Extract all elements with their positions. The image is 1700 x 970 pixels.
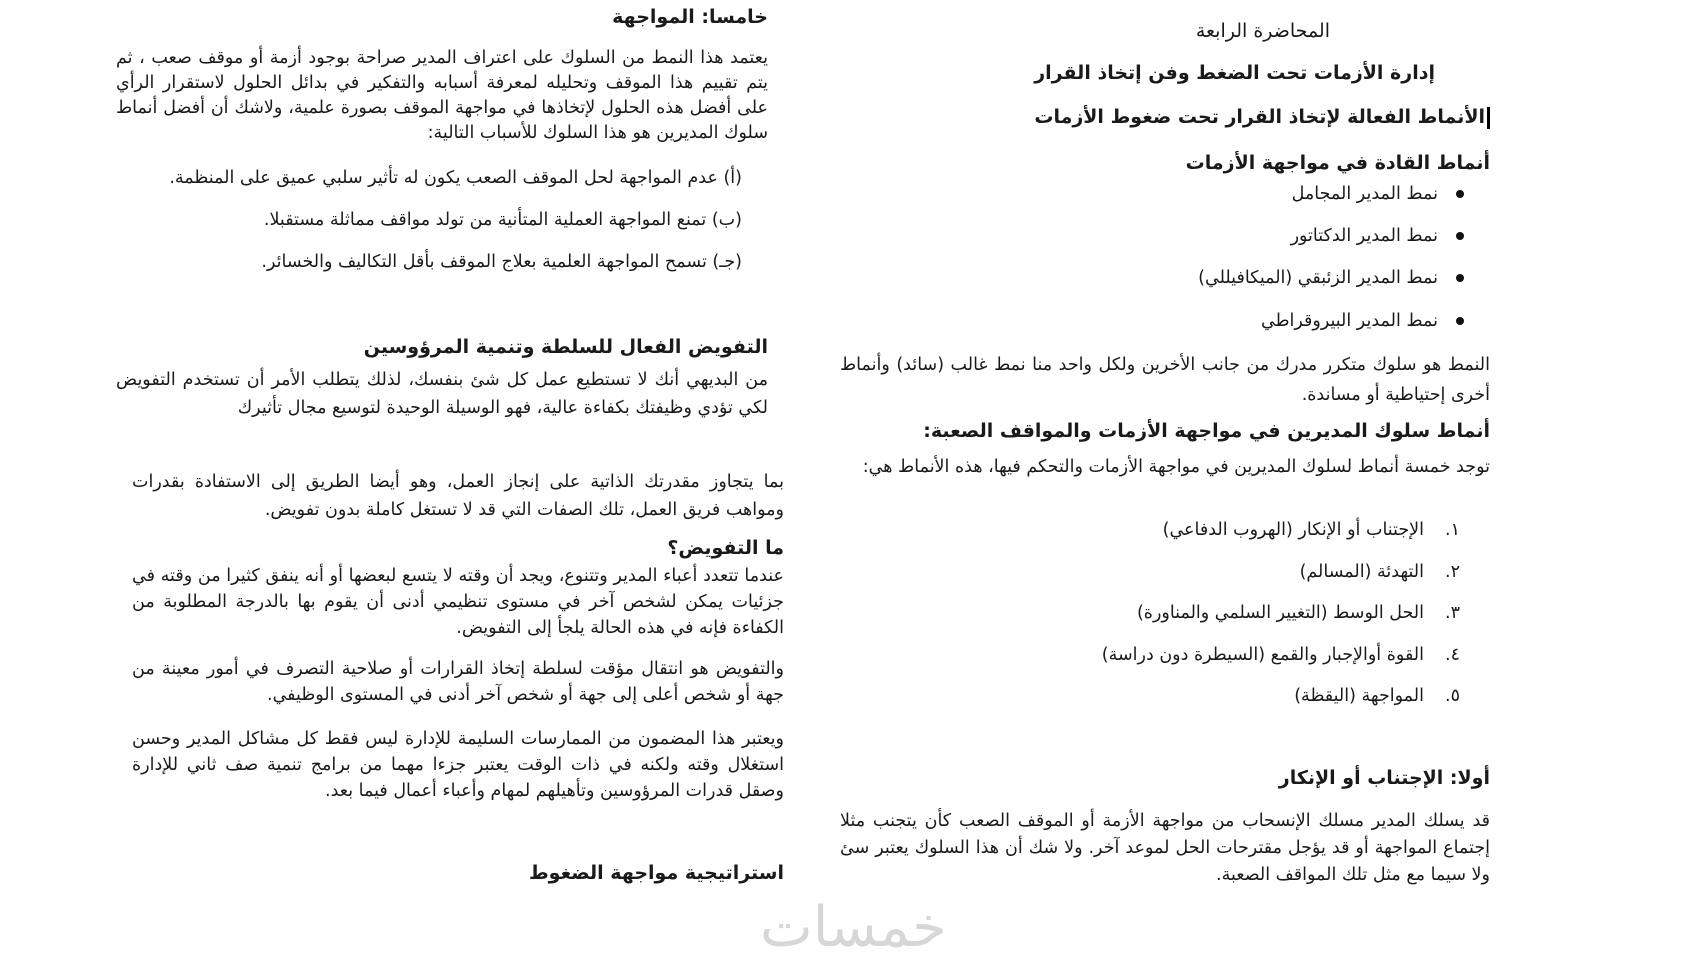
site-watermark: خمسات	[760, 895, 947, 960]
numbered-item: ٢.التهدئة (المسالم)	[1299, 562, 1460, 582]
paragraph-delegation-1: من البديهي أنك لا تستطيع عمل كل شئ بنفسك، لذلك يتطلب الأمر أن تستخدم التفويض لكي تؤدي وظيفتك بكفاءة عالية، فهو الوسيلة الوحيدة لتوسيع مجال تأثيرك	[116, 370, 768, 418]
list-item: نمط المدير الدكتاتور	[1291, 226, 1464, 246]
paragraph-five-patterns-intro: توجد خمسة أنماط لسلوك المديرين في مواجهة الأزمات والتحكم فيها، هذه الأنماط هي:	[862, 457, 1490, 477]
reason-item: (أ) عدم المواجهة لحل الموقف الصعب يكون له تأثير سلبي عميق على المنظمة.	[169, 168, 742, 188]
lecture-number: المحاضرة الرابعة	[1195, 20, 1330, 42]
list-item: نمط المدير المجامل	[1292, 184, 1464, 204]
section-heading-manager-behavior: أنماط سلوك المديرين في مواجهة الأزمات والمواقف الصعبة:	[923, 420, 1490, 442]
bullet-icon	[1456, 274, 1464, 282]
list-item: نمط المدير الزئبقي (الميكافيللي)	[1198, 268, 1464, 288]
course-title: إدارة الأزمات تحت الضغط وفن إتخاذ القرار	[1034, 62, 1435, 84]
section-heading-stress-strategy: استراتيجية مواجهة الضغوط	[528, 862, 784, 884]
paragraph-confrontation: يعتمد هذا النمط من السلوك على اعتراف المدير صراحة بوجود أزمة أو موقف صعب ، ثم يتم تقييم هذا الموقف وتحليله لمعرفة أسبابه والتفكير في بدائل الحلول لاستقرار الرأي على أفضل هذه الحلول لإتخاذها في مواجهة الموقف بصورة علمية، ولاشك أن أفضل أنماط سلوك المديرين هو هذا السلوك للأسباب التالية:	[116, 48, 768, 143]
section-heading-leader-patterns: أنماط القادة في مواجهة الأزمات	[1185, 152, 1490, 174]
reason-item: (ب) تمنع المواجهة العملية المتأنية من تولد مواقف مماثلة مستقبلا.	[263, 210, 742, 230]
section-heading-confrontation: خامسا: المواجهة	[612, 6, 768, 28]
section-heading-what-is-delegation: ما التفويض؟	[667, 537, 784, 559]
numbered-item: ٥.المواجهة (اليقظة)	[1294, 686, 1460, 706]
bullet-icon	[1456, 232, 1464, 240]
paragraph-what-3: ويعتبر هذا المضمون من الممارسات السليمة للإدارة ليس فقط كل مشاكل المدير وحسن استغلال وقته ولكنه في ذات الوقت يعتبر جزءا مهما من برامج تنمية صف ثاني للإدارة وصقل قدرات المرؤوسين وتأهيلهم لمهام وأعباء أعمال فيما بعد.	[132, 729, 784, 801]
paragraph-pattern-definition: النمط هو سلوك متكرر مدرك من جانب الأخرين ولكل واحد منا نمط غالب (سائد) وأنماط أخرى إحتياطية أو مساندة.	[840, 355, 1490, 405]
list-item: نمط المدير البيروقراطي	[1261, 311, 1464, 331]
numbered-item: ٣.الحل الوسط (التغيير السلمي والمناورة)	[1136, 603, 1460, 623]
section-heading-avoidance: أولا: الإجتناب أو الإنكار	[1278, 767, 1490, 789]
section-heading-effective-patterns: الأنماط الفعالة لإتخاذ القرار تحت ضغوط الأزمات	[1034, 106, 1490, 129]
paragraph-what-1: عندما تتعدد أعباء المدير وتتنوع، ويجد أن وقته لا يتسع لبعضها أو أنه ينفق كثيرا من وقته في جزئيات يمكن لشخص آخر في مستوى تنظيمي أدنى أن يقوم بها بالدرجة المطلوبة من الكفاءة فإنه في هذه الحالة يلجأ إلى التفويض.	[132, 566, 784, 638]
bullet-icon	[1456, 317, 1464, 325]
paragraph-avoidance: قد يسلك المدير مسلك الإنسحاب من مواجهة الأزمة أو الموقف الصعب كأن يتجنب مثلا إجتماع المواجهة أو قد يؤجل مقترحات الحل لموعد آخر. ولا شك أن هذا السلوك يعتبر سئ ولا سيما مع مثل تلك المواقف الصعبة.	[840, 811, 1490, 885]
paragraph-what-2: والتفويض هو انتقال مؤقت لسلطة إتخاذ القرارات أو صلاحية التصرف في أمور معينة من جهة أو شخص أعلى إلى جهة أو شخص آخر أدنى في المستوى الوظيفي.	[132, 659, 784, 705]
section-heading-delegation: التفويض الفعال للسلطة وتنمية المرؤوسين	[363, 336, 768, 358]
reason-item: (جـ) تسمح المواجهة العلمية بعلاج الموقف بأقل التكاليف والخسائر.	[261, 252, 742, 272]
numbered-item: ١.الإجتناب أو الإنكار (الهروب الدفاعي)	[1162, 520, 1460, 540]
text-cursor	[1487, 107, 1490, 129]
paragraph-delegation-2: بما يتجاوز مقدرتك الذاتية على إنجاز العمل، وهو أيضا الطريق إلى الاستفادة بقدرات ومواهب فريق العمل، تلك الصفات التي قد لا تستغل كاملة بدون تفويض.	[132, 472, 784, 520]
bullet-icon	[1456, 190, 1464, 198]
numbered-item: ٤.القوة أوالإجبار والقمع (السيطرة دون دراسة)	[1101, 645, 1460, 665]
